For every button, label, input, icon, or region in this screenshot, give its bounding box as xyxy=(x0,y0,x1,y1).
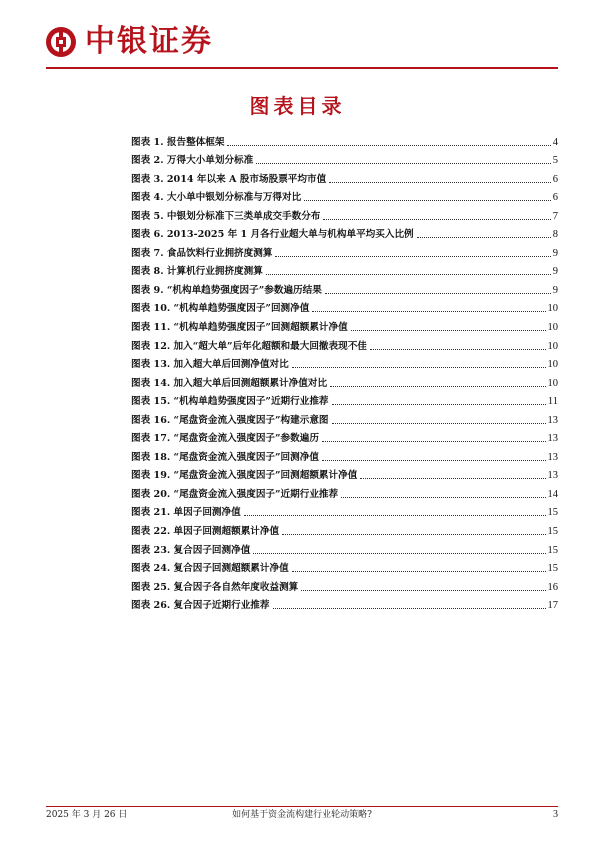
page-footer xyxy=(46,809,558,823)
toc-entry-page: 16 xyxy=(547,581,558,593)
toc-entry[interactable] xyxy=(131,334,558,353)
header-divider xyxy=(46,67,558,69)
toc-entry-page: 10 xyxy=(547,340,558,352)
toc-entry[interactable] xyxy=(131,575,558,594)
toc-dot-leader xyxy=(332,404,546,405)
toc-entry[interactable] xyxy=(131,315,558,334)
toc-entry[interactable] xyxy=(131,130,558,149)
toc-entry[interactable] xyxy=(131,186,558,205)
toc-entry-page: 9 xyxy=(552,284,558,296)
toc-entry-label: 图表 23. 复合因子回测净值 xyxy=(131,544,251,556)
toc-dot-leader xyxy=(360,478,545,479)
toc-entry-label: 图表 21. 单因子回测净值 xyxy=(131,507,241,519)
toc-entry-label: 图表 14. 加入超大单后回测超额累计净值对比 xyxy=(131,377,328,389)
toc-dot-leader xyxy=(273,608,546,609)
toc-entry-page: 10 xyxy=(547,322,558,334)
toc-entry-label: 图表 17. “尾盘资金流入强度因子”参数遍历 xyxy=(131,433,319,445)
toc-dot-leader xyxy=(370,349,546,350)
toc-dot-leader xyxy=(256,163,551,164)
toc-entry-label: 图表 26. 复合因子近期行业推荐 xyxy=(131,600,270,612)
toc-dot-leader xyxy=(332,423,546,424)
bank-of-china-logo-icon xyxy=(46,27,76,57)
toc-entry-label: 图表 8. 计算机行业拥挤度测算 xyxy=(131,266,263,278)
toc-entry-page: 7 xyxy=(552,210,558,222)
toc-entry-page: 15 xyxy=(547,563,558,575)
page-header xyxy=(0,0,595,72)
toc-entry-page: 17 xyxy=(547,600,558,612)
toc-entry-label: 图表 10. “机构单趋势强度因子”回测净值 xyxy=(131,303,310,315)
toc-dot-leader xyxy=(292,571,546,572)
toc-dot-leader xyxy=(266,274,551,275)
toc-entry-page: 9 xyxy=(552,266,558,278)
toc-dot-leader xyxy=(341,497,545,498)
toc-entry-page: 10 xyxy=(547,377,558,389)
toc-entry-label: 图表 18. “尾盘资金流入强度因子”回测净值 xyxy=(131,451,319,463)
toc-entry[interactable] xyxy=(131,464,558,483)
toc-entry[interactable] xyxy=(131,149,558,168)
toc-entry-page: 14 xyxy=(547,488,558,500)
toc-entry-page: 13 xyxy=(547,451,558,463)
toc-entry-label: 图表 16. “尾盘资金流入强度因子”构建示意图 xyxy=(131,414,329,426)
toc-entry-page: 15 xyxy=(547,526,558,538)
toc-dot-leader xyxy=(330,386,545,387)
toc-dot-leader xyxy=(253,553,545,554)
toc-entry-page: 15 xyxy=(547,544,558,556)
toc-entry-page: 13 xyxy=(547,433,558,445)
toc-dot-leader xyxy=(323,219,550,220)
footer-divider xyxy=(46,806,558,807)
toc-entry[interactable] xyxy=(131,501,558,520)
toc-entry-page: 10 xyxy=(547,359,558,371)
footer-document-title: 如何基于资金流构建行业轮动策略? xyxy=(232,810,372,820)
toc-entry-label: 图表 4. 大小单中银划分标准与万得对比 xyxy=(131,192,302,204)
toc-entry-label: 图表 6. 2013-2025 年 1 月各行业超大单与机构单平均买入比例 xyxy=(131,229,414,241)
toc-dot-leader xyxy=(329,182,551,183)
toc-entry-label: 图表 9. “机构单趋势强度因子”参数遍历结果 xyxy=(131,284,322,296)
toc-dot-leader xyxy=(325,293,551,294)
footer-page-number: 3 xyxy=(553,809,558,820)
toc-entry-page: 10 xyxy=(547,303,558,315)
toc-entry-page: 11 xyxy=(547,396,558,408)
toc-entry-label: 图表 13. 加入超大单后回测净值对比 xyxy=(131,359,289,371)
toc-entry-page: 13 xyxy=(547,414,558,426)
toc-entry-label: 图表 20. “尾盘资金流入强度因子”近期行业推荐 xyxy=(131,488,339,500)
toc-entry-page: 9 xyxy=(552,247,558,259)
toc-entry[interactable] xyxy=(131,241,558,260)
toc-entry-page: 8 xyxy=(552,229,558,241)
footer-date: 2025 年 3 月 26 日 xyxy=(46,810,128,820)
toc-entry[interactable] xyxy=(131,594,558,613)
toc-dot-leader xyxy=(244,515,546,516)
toc-entry[interactable] xyxy=(131,519,558,538)
toc-entry-page: 5 xyxy=(552,155,558,167)
toc-entry[interactable] xyxy=(131,204,558,223)
toc-entry[interactable] xyxy=(131,260,558,279)
toc-dot-leader xyxy=(417,237,551,238)
toc-entry[interactable] xyxy=(131,557,558,576)
toc-dot-leader xyxy=(322,441,546,442)
toc-entry[interactable] xyxy=(131,353,558,372)
toc-entry[interactable] xyxy=(131,371,558,390)
toc-entry-label: 图表 22. 单因子回测超额累计净值 xyxy=(131,526,280,538)
toc-entry-page: 15 xyxy=(547,507,558,519)
toc-entry-label: 图表 19. “尾盘资金流入强度因子”回测超额累计净值 xyxy=(131,470,358,482)
toc-entry[interactable] xyxy=(131,482,558,501)
toc-entry-label: 图表 15. “机构单趋势强度因子”近期行业推荐 xyxy=(131,396,329,408)
company-logo-text: 中银证券 xyxy=(85,24,213,59)
toc-entry[interactable] xyxy=(131,297,558,316)
toc-entry[interactable] xyxy=(131,167,558,186)
toc-entry-page: 6 xyxy=(552,173,558,185)
toc-entry-page: 13 xyxy=(547,470,558,482)
toc-entry[interactable] xyxy=(131,408,558,427)
toc-dot-leader xyxy=(301,590,545,591)
toc-entry-label: 图表 11. “机构单趋势强度因子”回测超额累计净值 xyxy=(131,322,348,334)
toc-entry-label: 图表 2. 万得大小单划分标准 xyxy=(131,155,254,167)
page-title: 图表目录 xyxy=(249,94,346,118)
toc-entry-page: 6 xyxy=(552,192,558,204)
toc-entry-label: 图表 7. 食品饮料行业拥挤度测算 xyxy=(131,247,273,259)
toc-dot-leader xyxy=(292,367,546,368)
toc-entry-label: 图表 12. 加入“超大单”后年化超额和最大回撤表现不佳 xyxy=(131,340,367,352)
toc-entry-label: 图表 25. 复合因子各自然年度收益测算 xyxy=(131,581,299,593)
toc-entry-label: 图表 3. 2014 年以来 A 股市场股票平均市值 xyxy=(131,173,327,185)
toc-dot-leader xyxy=(304,200,551,201)
toc-entry[interactable] xyxy=(131,427,558,446)
toc-dot-leader xyxy=(227,145,550,146)
toc-entry-label: 图表 5. 中银划分标准下三类单成交手数分布 xyxy=(131,210,321,222)
toc-dot-leader xyxy=(282,534,545,535)
toc-entry[interactable] xyxy=(131,538,558,557)
toc-entry-label: 图表 1. 报告整体框架 xyxy=(131,136,225,148)
toc-entry-page: 4 xyxy=(552,136,558,148)
toc-entry[interactable] xyxy=(131,390,558,409)
toc-entry-label: 图表 24. 复合因子回测超额累计净值 xyxy=(131,563,289,575)
toc-entry[interactable] xyxy=(131,445,558,464)
toc-entry[interactable] xyxy=(131,223,558,242)
toc-dot-leader xyxy=(351,330,546,331)
toc-entry[interactable] xyxy=(131,278,558,297)
table-of-figures xyxy=(131,130,558,612)
toc-dot-leader xyxy=(322,460,546,461)
toc-dot-leader xyxy=(275,256,550,257)
toc-dot-leader xyxy=(312,311,545,312)
